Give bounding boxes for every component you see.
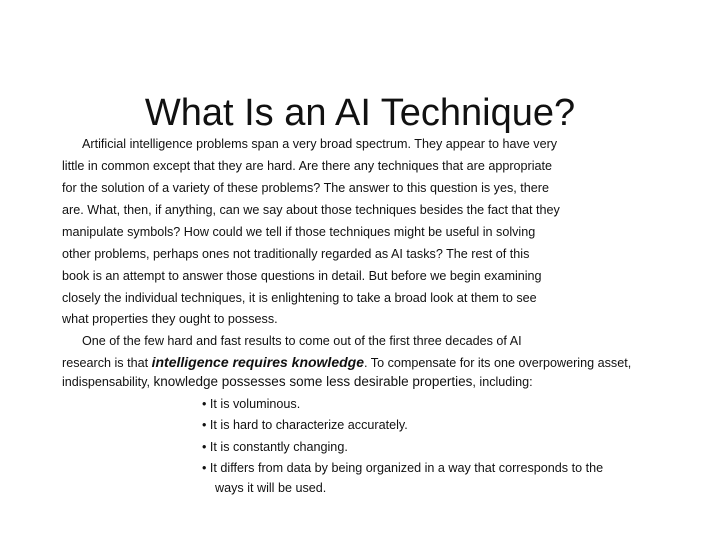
paragraph-line: manipulate symbols? How could we tell if those techniques might be useful in solving bbox=[62, 225, 536, 239]
bullet-item: • It is constantly changing. bbox=[202, 440, 348, 454]
text-segment: knowledge possesses some less desirable properties bbox=[153, 374, 473, 389]
emphasis-text: intelligence requires knowledge bbox=[151, 354, 365, 370]
paragraph-line: other problems, perhaps ones not traditionally regarded as AI tasks? The rest of this bbox=[62, 247, 530, 261]
text-segment: indispensability, bbox=[62, 375, 154, 389]
bullet-continuation: ways it will be used. bbox=[215, 481, 327, 495]
paragraph-line bbox=[62, 374, 533, 390]
paragraph-line: One of the few hard and fast results to come out of the first three decades of AI bbox=[82, 334, 522, 348]
paragraph-line: are. What, then, if anything, can we say about those techniques besides the fact that they bbox=[62, 203, 560, 217]
paragraph-line: Artificial intelligence problems span a very broad spectrum. They appear to have very bbox=[82, 137, 558, 151]
bullet-item: • It differs from data by being organized in a way that corresponds to the bbox=[202, 461, 604, 475]
text-segment: , including: bbox=[472, 375, 533, 389]
slide-title: What Is an AI Technique? bbox=[144, 92, 576, 135]
paragraph-line: little in common except that they are hard. Are there any techniques that are appropriate bbox=[62, 159, 553, 173]
text-segment: . To compensate for its one overpowering asset, bbox=[364, 356, 632, 370]
paragraph-line: for the solution of a variety of these problems? The answer to this question is yes, there bbox=[62, 181, 549, 195]
bullet-item: • It is voluminous. bbox=[202, 397, 301, 411]
text-segment: research is that bbox=[62, 356, 152, 370]
paragraph-line: what properties they ought to possess. bbox=[62, 312, 278, 326]
paragraph-line: closely the individual techniques, it is enlightening to take a broad look at them to see bbox=[62, 291, 537, 305]
bullet-item: • It is hard to characterize accurately. bbox=[202, 418, 408, 432]
paragraph-line bbox=[62, 354, 631, 371]
paragraph-line: book is an attempt to answer those questions in detail. But before we begin examining bbox=[62, 269, 542, 283]
